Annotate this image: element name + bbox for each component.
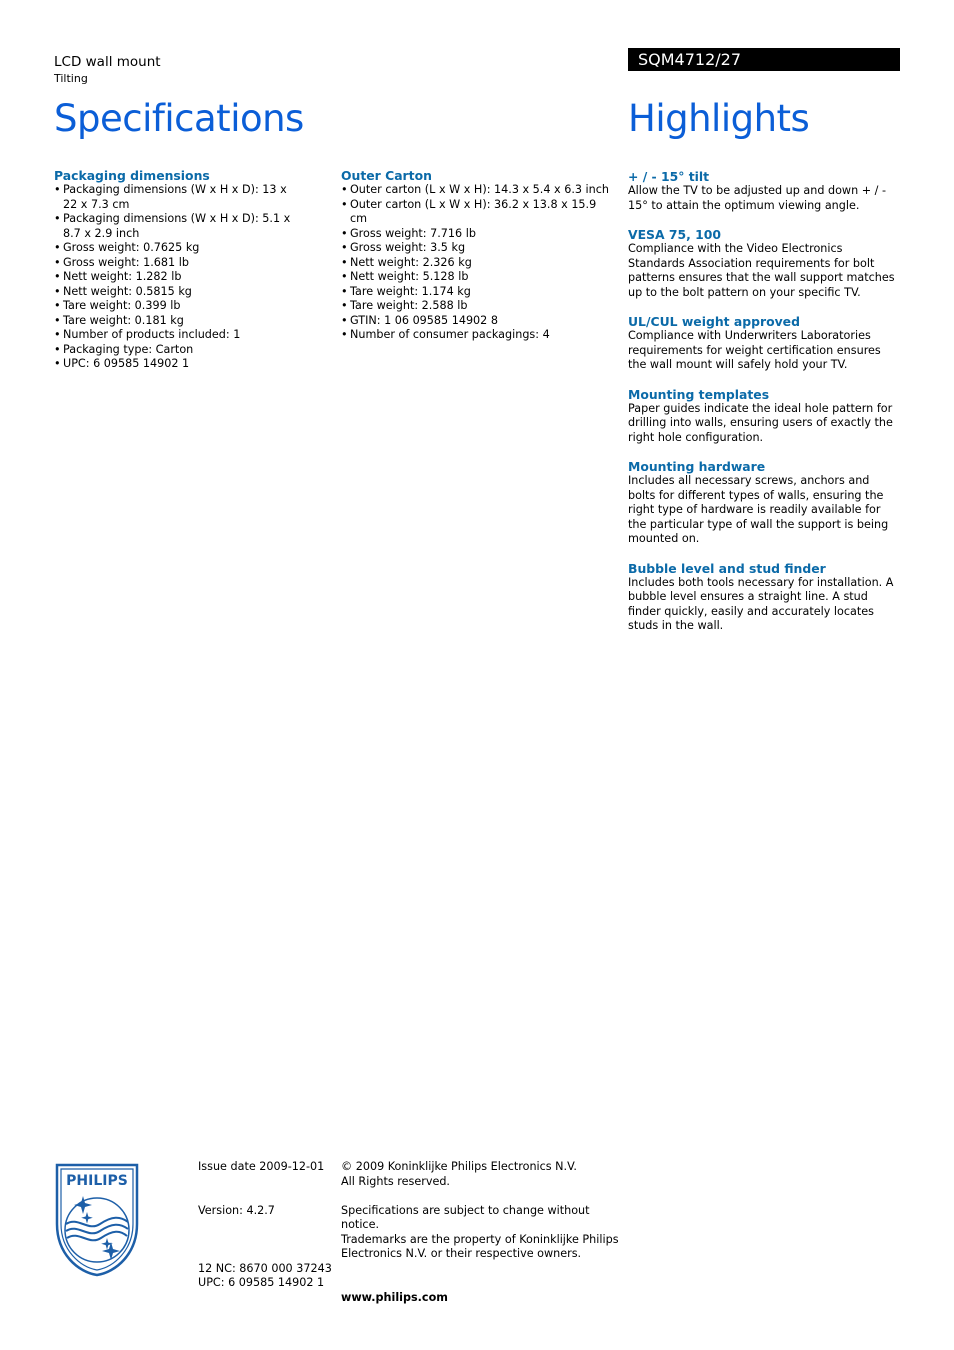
website-link[interactable]: www.philips.com [341, 1290, 448, 1304]
product-name: LCD wall mount [54, 54, 161, 70]
highlights-list [628, 169, 900, 648]
outer-carton-list [341, 183, 616, 343]
highlight-item [628, 561, 900, 634]
spec-item: • Gross weight: 1.681 lb [54, 256, 304, 271]
spec-item: • Number of products included: 1 [54, 328, 304, 343]
highlight-text: Includes both tools necessary for installation. A bubble level ensures a straight line. A stud finder quickly, easily and accurately locates studs in the wall. [628, 575, 894, 632]
highlight-title: Mounting hardware [628, 459, 766, 474]
packaging-dimensions-section [54, 168, 304, 372]
spec-item: • Outer carton (L x W x H): 36.2 x 13.8 x 15.9 cm [341, 198, 616, 227]
highlight-text: Includes all necessary screws, anchors and bolts for different types of walls, ensuring the right type of hardware is readily available for the particular type of wall the support is being mounted on. [628, 474, 889, 545]
logo-wordmark: PHILIPS [66, 1173, 128, 1189]
highlight-item [628, 169, 900, 213]
highlight-item [628, 314, 900, 373]
spec-item: • UPC: 6 09585 14902 1 [54, 357, 304, 372]
highlight-text: Compliance with Underwriters Laboratories requirements for weight certification ensures the wall mount will safely hold your TV. [628, 329, 881, 371]
highlight-title: Bubble level and stud finder [628, 560, 826, 576]
philips-shield-logo [54, 1162, 140, 1278]
highlight-text: Allow the TV to be adjusted up and down + / - 15° to attain the optimum viewing angle. [628, 184, 887, 212]
spec-item: • Tare weight: 2.588 lb [341, 299, 616, 314]
specifications-title: Specifications [54, 97, 304, 140]
spec-item: • Nett weight: 0.5815 kg [54, 285, 304, 300]
version: Version: 4.2.7 [198, 1203, 275, 1217]
model-number-bar: SQM4712/27 [628, 48, 900, 71]
notice-line: Specifications are subject to change without notice. [341, 1203, 590, 1231]
notice-line: Trademarks are the property of Koninklijke Philips [341, 1232, 619, 1246]
spec-item: • Packaging type: Carton [54, 343, 304, 358]
outer-carton-section [341, 168, 616, 343]
footer-upc: UPC: 6 09585 14902 1 [198, 1276, 325, 1289]
spec-item: • Nett weight: 2.326 kg [341, 256, 616, 271]
footer-doc-info [198, 1160, 338, 1291]
highlight-title: VESA 75, 100 [628, 227, 722, 242]
spec-item: • Nett weight: 5.128 lb [341, 270, 616, 285]
footer-legal [341, 1160, 621, 1305]
copyright: © 2009 Koninklijke Philips Electronics N.V. [341, 1160, 577, 1173]
spec-item: • Outer carton (L x W x H): 14.3 x 5.4 x 6.3 inch [341, 183, 616, 198]
packaging-list [54, 183, 304, 372]
spec-item: • Tare weight: 1.174 kg [341, 285, 616, 300]
spec-item: • Gross weight: 7.716 lb [341, 227, 616, 242]
notice-line: Electronics N.V. or their respective owners. [341, 1247, 582, 1260]
spec-item: • Nett weight: 1.282 lb [54, 270, 304, 285]
spec-item: • Gross weight: 0.7625 kg [54, 241, 304, 256]
twelve-nc: 12 NC: 8670 000 37243 [198, 1261, 332, 1275]
highlight-title: Mounting templates [628, 386, 770, 402]
highlight-text: Paper guides indicate the ideal hole pattern for drilling into walls, ensuring users of exactly the right hole configuration. [628, 401, 893, 444]
highlight-item [628, 227, 900, 300]
highlight-title: + / - 15° tilt [628, 169, 710, 184]
spec-item: • Number of consumer packagings: 4 [341, 328, 616, 343]
spec-item: • Tare weight: 0.399 lb [54, 299, 304, 314]
spec-item: • GTIN: 1 06 09585 14902 8 [341, 314, 616, 329]
highlight-item [628, 387, 900, 446]
rights-reserved: All Rights reserved. [341, 1174, 450, 1188]
spec-item: • Packaging dimensions (W x H x D): 13 x 22 x 7.3 cm [54, 183, 304, 212]
spec-item: • Tare weight: 0.181 kg [54, 314, 304, 329]
spec-item: • Gross weight: 3.5 kg [341, 241, 616, 256]
product-subtitle: Tilting [54, 72, 88, 85]
highlights-title: Highlights [628, 97, 810, 140]
spec-item: • Packaging dimensions (W x H x D): 5.1 x 8.7 x 2.9 inch [54, 212, 304, 241]
section-heading: Packaging dimensions [54, 168, 210, 183]
section-heading: Outer Carton [341, 168, 432, 183]
highlight-title: UL/CUL weight approved [628, 314, 800, 329]
highlight-text: Compliance with the Video Electronics Standards Association requirements for bolt patterns ensures that the wall support matches up to the bolt pattern on your specific TV. [628, 242, 895, 299]
highlight-item [628, 459, 900, 547]
issue-date: Issue date 2009-12-01 [198, 1160, 325, 1173]
